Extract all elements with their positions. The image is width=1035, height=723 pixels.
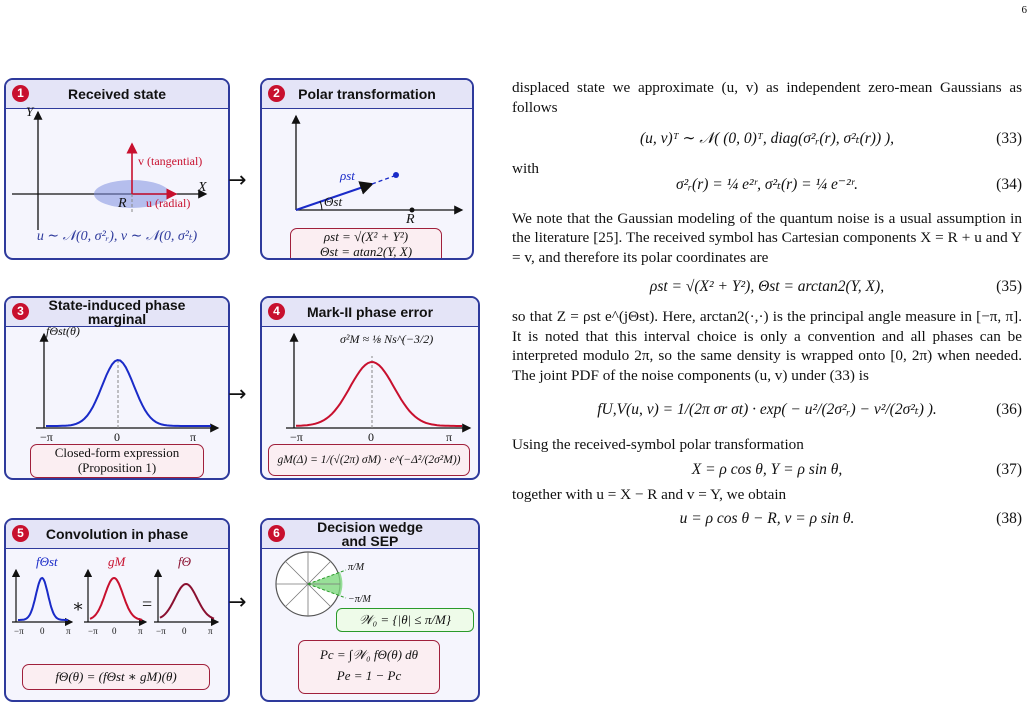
convolution-star: ∗: [72, 596, 85, 616]
paragraph: displaced state we approximate (u, v) as independent zero-mean Gaussians as follows: [512, 79, 1022, 116]
noise-caption: u ∼ 𝒩(0, σ²ᵣ), v ∼ 𝒩(0, σ²ₜ): [36, 229, 198, 244]
flow-arrow: →: [228, 382, 247, 407]
sep-formula-box: [298, 640, 440, 694]
closed-form-line2: (Proposition 1): [77, 460, 157, 475]
rho-label: ρst: [340, 168, 355, 183]
tick-pi: π: [446, 430, 453, 444]
equation-38: [512, 504, 1022, 534]
pc-formula: Pc = ∫𝒲₀ fΘ(θ) dθ: [319, 647, 419, 662]
theta-formula: Θst = atan2(Y, X): [319, 244, 413, 259]
panel-decision-wedge: [260, 518, 480, 702]
panel-title: Mark-II phase error: [306, 304, 434, 320]
equation-34: [512, 167, 1022, 203]
equation-number: (38): [996, 510, 1022, 528]
tick-pi: π: [208, 626, 213, 636]
panel-title: State-induced phase marginal: [48, 297, 186, 327]
theta-label: Θst: [324, 194, 343, 209]
equation-body: u = ρ cos θ − R, v = ρ sin θ.: [679, 510, 855, 528]
tick-pi: π: [66, 626, 71, 636]
pe-formula: Pe = 1 − Pc: [336, 668, 402, 683]
panel-convolution: [4, 518, 230, 702]
equation-36: [512, 385, 1022, 435]
tick-zero: 0: [112, 626, 117, 636]
tick-zero: 0: [40, 626, 45, 636]
convolution-formula-box: [22, 664, 210, 690]
paragraph: We note that the Gaussian modeling of the quantum noise is a usual assumption in the literature [25]. The received symbol has Cartesian components X = R + u and Y = v, and therefore its polar coordinates are: [512, 209, 1022, 266]
rho-formula: ρst = √(X² + Y²): [323, 229, 409, 244]
v-tangential-label: v (tangential): [138, 154, 203, 168]
equation-number: (37): [996, 460, 1022, 478]
f-theta-st-label: fΘst: [36, 554, 58, 569]
panel-title: Decision wedge and SEP: [317, 519, 423, 549]
closed-form-line1: Closed-form expression: [54, 445, 180, 460]
gaussian-formula: gM(Δ) = 1/(√(2π) σM) · e^(−Δ²/(2σ²M)): [277, 454, 461, 466]
wedge-definition: 𝒲₀ = {|θ| ≤ π/M}: [359, 612, 451, 627]
equation-body: σ²ᵣ(r) = ¼ e²ʳ, σ²ₜ(r) = ¼ e⁻²ʳ.: [675, 175, 859, 193]
panel-number-badge: 6: [268, 525, 285, 542]
panel-title: Polar transformation: [298, 86, 436, 102]
equation-body: ρst = √(X² + Y²), Θst = arctan2(Y, X),: [649, 278, 885, 296]
equals-sign: =: [142, 594, 153, 614]
paper-text-column: [512, 78, 1022, 534]
r-label: R: [118, 196, 127, 211]
tick-zero: 0: [368, 430, 374, 444]
f-theta-curve: [160, 584, 214, 619]
sigma-label: σ²M ≈ ⅛ Ns^(−3/2): [340, 332, 434, 346]
r-label: R: [406, 212, 415, 227]
tick-zero: 0: [114, 430, 120, 444]
wedge-definition-box: [336, 608, 474, 632]
paragraph: so that Z = ρst e^(jΘst). Here, arctan2(·,·) is the principal angle measure in [−π, π]. It is noted that this interval choice is only a convention and all phases can be interpreted modulo 2π, so the same density is wrapped onto [0, 2π) when needed. The joint PDF of the noise components (u, v) under (33) is: [512, 308, 1022, 384]
panel-mark-ii-phase-error: [260, 296, 480, 480]
panel-received-state: [4, 78, 230, 260]
equation-body: X = ρ cos θ, Y = ρ sin θ,: [691, 460, 843, 478]
equation-35: [512, 267, 1022, 307]
neg-pi-over-m-label: −π/M: [348, 594, 371, 605]
panel-title: Received state: [67, 86, 167, 102]
g-m-curve: [90, 578, 142, 620]
f-theta-st-curve: [18, 578, 68, 620]
tick-neg-pi: −π: [88, 626, 98, 636]
panel-number-badge: 4: [268, 303, 285, 320]
panel-number-badge: 3: [12, 303, 29, 320]
tick-zero: 0: [182, 626, 187, 636]
tick-neg-pi: −π: [40, 430, 53, 444]
gaussian-formula-box: [268, 444, 470, 476]
tick-pi: π: [190, 430, 197, 444]
closed-form-box: [30, 444, 204, 478]
equation-number: (33): [996, 130, 1022, 148]
page-number: 6: [1021, 4, 1027, 16]
flow-arrow: →: [228, 168, 247, 193]
f-label: fΘst(θ): [46, 324, 80, 338]
panel-number-badge: 2: [268, 85, 285, 102]
g-m-label: gM: [108, 554, 126, 569]
panel-number-badge: 1: [12, 85, 29, 102]
paragraph: together with u = X − R and v = Y, we obtain: [512, 485, 787, 503]
equation-33: [512, 117, 1022, 161]
panel-title: Convolution in phase: [45, 526, 189, 542]
panel-number-badge: 5: [12, 525, 29, 542]
flow-arrow: →: [228, 590, 247, 615]
polar-formula-box: [290, 228, 442, 260]
equation-number: (34): [996, 175, 1022, 193]
equation-37: [512, 455, 1022, 485]
equation-number: (36): [996, 401, 1022, 419]
axis-x-label: X: [198, 180, 207, 195]
panel-polar-transformation: [260, 78, 474, 260]
tick-neg-pi: −π: [290, 430, 303, 444]
equation-body: (u, v)ᵀ ∼ 𝒩( (0, 0)ᵀ, diag(σ²ᵣ(r), σ²ₜ(r)) ),: [639, 130, 895, 148]
equation-body: fU,V(u, v) = 1/(2π σr σt) · exp( − u²/(2σ²ᵣ) − v²/(2σ²ₜ) ).: [597, 401, 937, 419]
tick-pi: π: [138, 626, 143, 636]
panel-phase-marginal: [4, 296, 230, 480]
f-theta-label: fΘ: [178, 554, 191, 569]
convolution-formula: fΘ(θ) = (fΘst ∗ gM)(θ): [55, 669, 177, 684]
equation-number: (35): [996, 278, 1022, 296]
marginal-curve: [46, 360, 211, 426]
u-radial-label: u (radial): [146, 196, 191, 210]
paragraph: Using the received-symbol polar transformation: [512, 436, 804, 453]
pi-over-m-label: π/M: [348, 562, 365, 573]
paragraph: with: [512, 160, 540, 177]
tick-neg-pi: −π: [14, 626, 24, 636]
tick-neg-pi: −π: [156, 626, 166, 636]
axis-y-label: Y: [26, 104, 34, 119]
phase-error-curve: [296, 362, 462, 426]
